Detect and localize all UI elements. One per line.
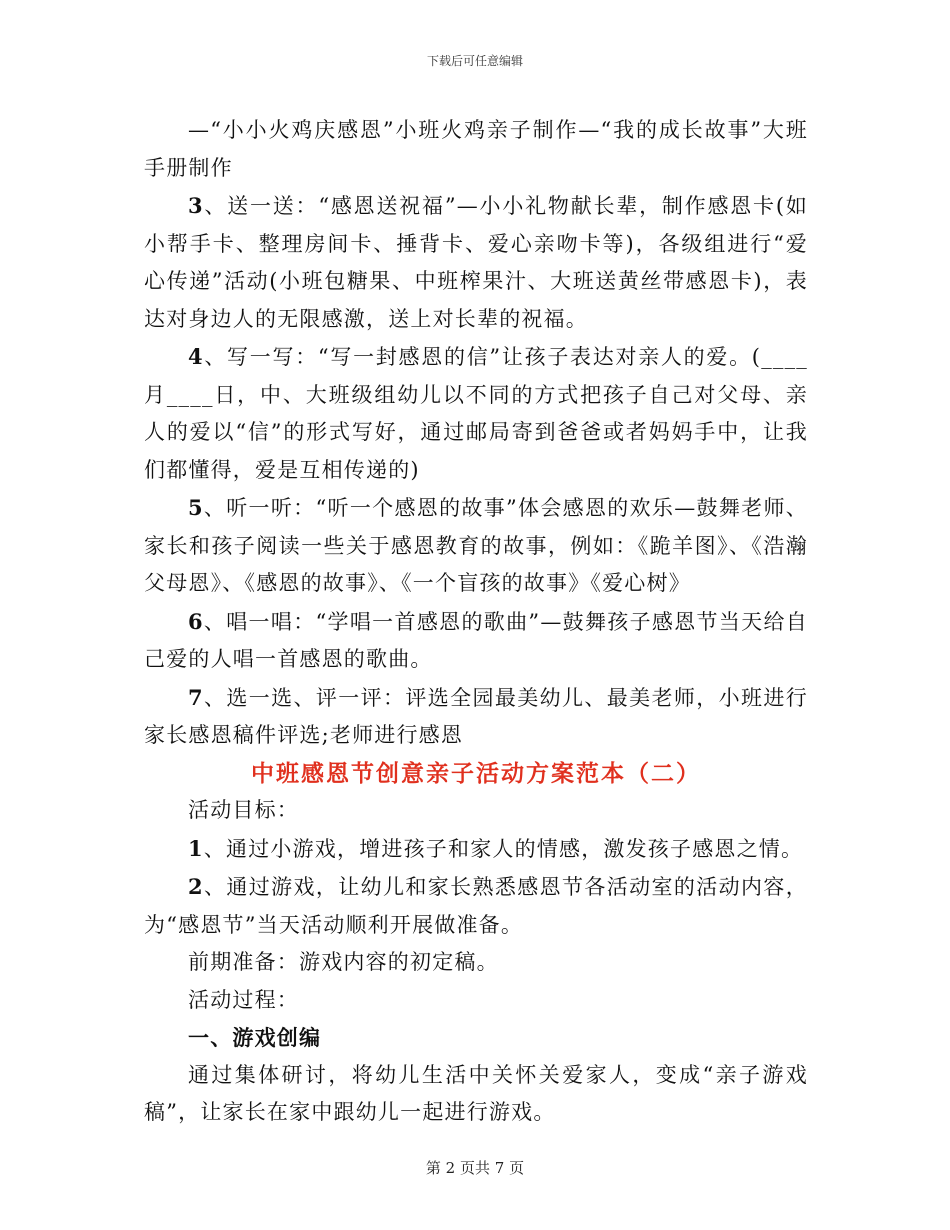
- document-body: [144, 112, 808, 1132]
- item-number: 7: [188, 684, 204, 710]
- paragraph-item-3: [144, 187, 808, 338]
- section-title: 中班感恩节创意亲子活动方案范本（二）: [251, 759, 701, 787]
- item-number: 4: [188, 344, 204, 369]
- goal-item-1: [144, 830, 808, 869]
- process-label: 活动过程：: [188, 987, 299, 1012]
- paragraph-item-7: [144, 679, 808, 755]
- item-number: 1: [188, 835, 204, 861]
- item-number: 5: [188, 495, 204, 520]
- item-number: 2: [188, 874, 204, 899]
- item-number: 6: [188, 608, 204, 634]
- item-text: 、选一选、评一评：评选全园最美幼儿、最美老师，小班进行家长感恩稿件评选;老师进行感恩: [144, 685, 808, 747]
- section-heading-game-creation: 一、游戏创编: [188, 1025, 322, 1050]
- paragraph-item-5: [144, 489, 808, 603]
- item-text: 、通过游戏，让幼儿和家长熟悉感恩节各活动室的活动内容，为“感恩节”当天活动顺利开展做准备。: [144, 875, 808, 937]
- paragraph-activity-list: —“小小火鸡庆感恩”小班火鸡亲子制作—“我的成长故事”大班手册制作: [144, 118, 808, 180]
- page-footer: 第 2 页共 7 页: [425, 1159, 525, 1177]
- preparation-text: 前期准备：游戏内容的初定稿。: [188, 950, 499, 974]
- section-body-text: 通过集体研讨，将幼儿生活中关怀关爱家人，变成“亲子游戏稿”，让家长在家中跟幼儿一起进行游戏。: [144, 1062, 808, 1124]
- item-text: 、唱一唱：“学唱一首感恩的歌曲”—鼓舞孩子感恩节当天给自己爱的人唱一首感恩的歌曲。: [144, 609, 808, 671]
- page-header: 下载后可任意编辑: [426, 54, 523, 68]
- item-text: 、通过小游戏，增进孩子和家人的情感，激发孩子感恩之情。: [203, 836, 804, 861]
- item-text: 、听一听：“听一个感恩的故事”体会感恩的欢乐—鼓舞老师、家长和孩子阅读一些关于感恩教育的故事，例如：《跪羊图》、《浩瀚父母恩》、《感恩的故事》、《一个盲孩的故事》《爱心树》: [144, 496, 808, 595]
- item-text: 、写一写：“写一封感恩的信”让孩子表达对亲人的爱。(____月____日，中、大班级组幼儿以不同的方式把孩子自己对父母、亲人的爱以“信”的形式写好，通过邮局寄到爸爸或者妈妈手中，让我们都懂得，爱是互相传递的): [144, 345, 808, 482]
- paragraph-item-4: [144, 338, 808, 489]
- goal-item-2: [144, 868, 808, 944]
- item-number: 3: [188, 193, 204, 218]
- goal-label: 活动目标：: [188, 798, 299, 822]
- paragraph-item-6: [144, 603, 808, 679]
- item-text: 、送一送：“感恩送祝福”—小小礼物献长辈，制作感恩卡(如小帮手卡、整理房间卡、捶背卡、爱心亲吻卡等)，各级组进行“爱心传递”活动(小班包糖果、中班榨果汁、大班送黄丝带感恩卡)，表达对身边人的无限感激，送上对长辈的祝福。: [144, 194, 808, 331]
